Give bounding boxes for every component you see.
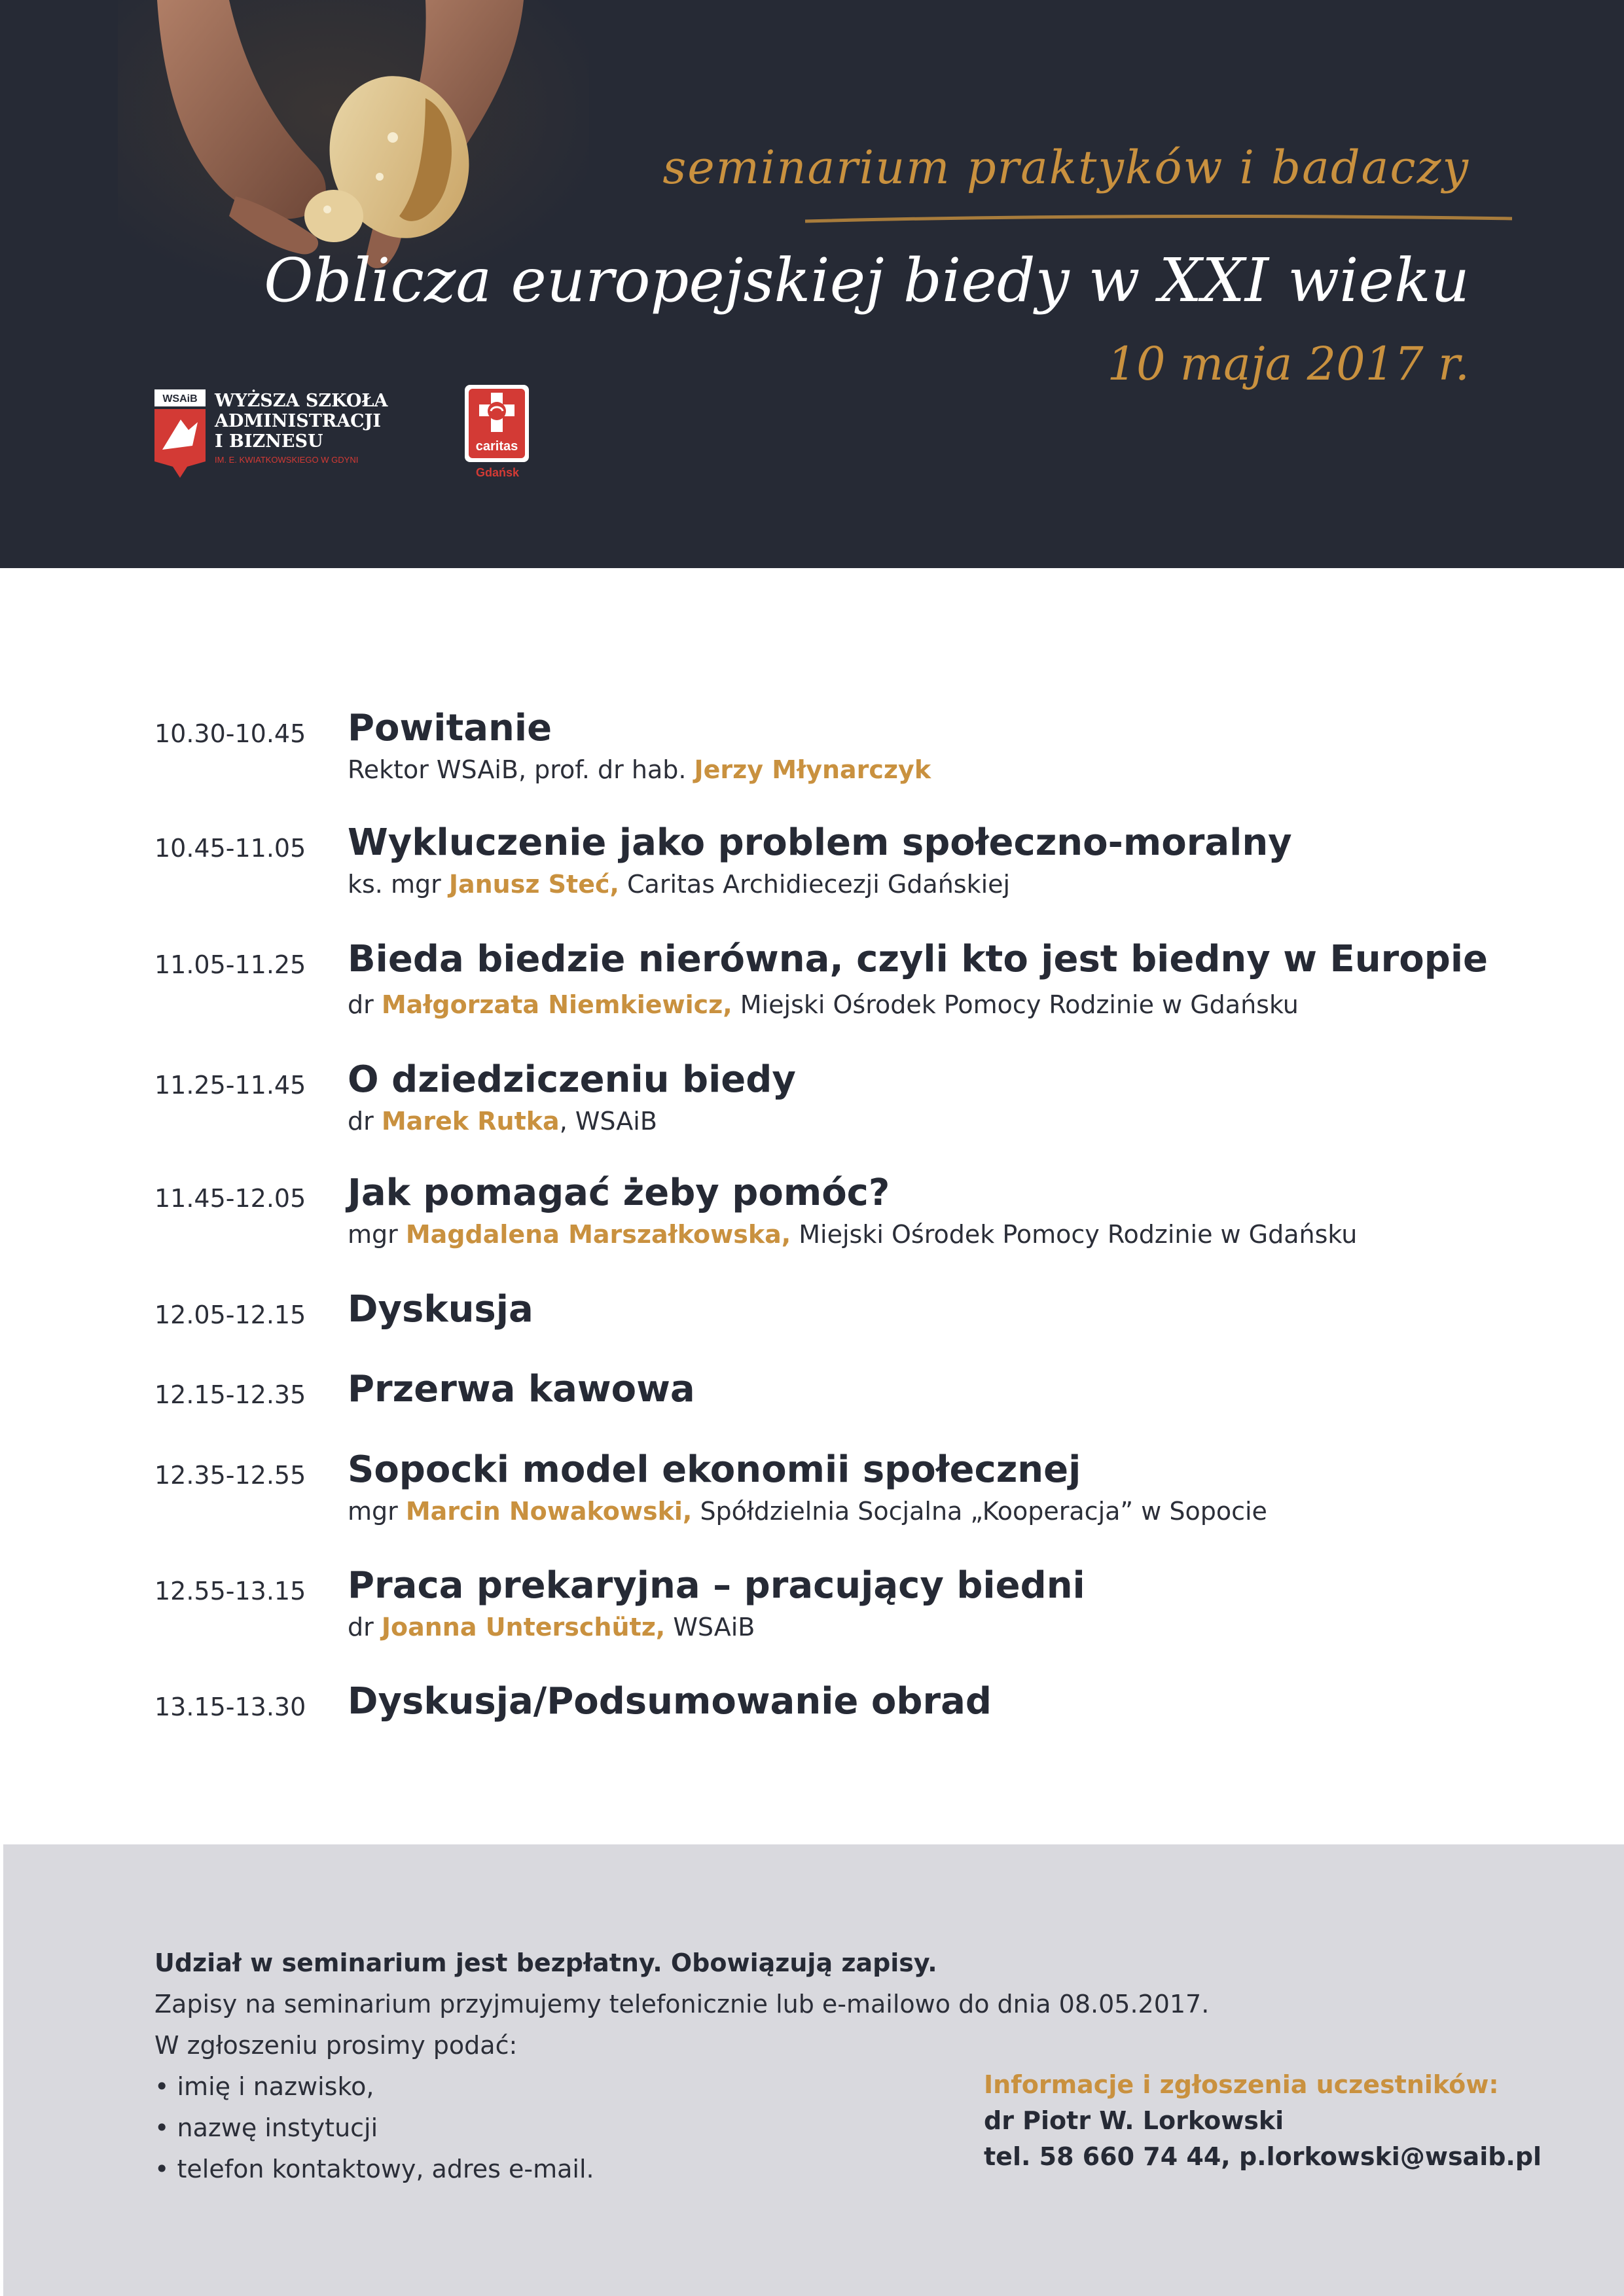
wsaib-badge-text: WSAiB (162, 393, 198, 404)
agenda-speaker: Rektor WSAiB, prof. dr hab. Jerzy Młynarczyk (348, 755, 931, 784)
caritas-logo (463, 385, 532, 483)
agenda-item (154, 935, 1490, 1055)
agenda-time: 12.55-13.15 (154, 1577, 306, 1605)
caritas-wordmark: caritas (475, 439, 518, 454)
agenda-title: Sopocki model ekonomii społecznej (348, 1448, 1081, 1491)
agenda-title: Przerwa kawowa (348, 1368, 695, 1410)
agenda-time: 12.05-12.15 (154, 1300, 306, 1329)
agenda-time: 13.15-13.30 (154, 1693, 306, 1721)
seminar-title: Oblicza europejskiej biedy w XXI wieku (264, 245, 1470, 315)
agenda-time: 12.15-12.35 (154, 1380, 306, 1409)
contact-info (984, 2067, 1542, 2175)
wsaib-patron: IM. E. KWIATKOWSKIEGO W GDYNI (215, 455, 359, 465)
registration-footer (3, 1844, 1624, 2296)
requirement-item: • nazwę instytucji (154, 2113, 378, 2142)
agenda-item (154, 1285, 1490, 1365)
registration-lead: Udział w seminarium jest bezpłatny. Obowiązują zapisy. (154, 1948, 937, 1977)
agenda-item (154, 1445, 1490, 1561)
agenda-item (154, 818, 1490, 935)
agenda-title: Dyskusja (348, 1288, 533, 1331)
requirement-item: • imię i nazwisko, (154, 2072, 374, 2101)
wsaib-emblem-icon (154, 389, 206, 478)
contact-details[interactable]: tel. 58 660 74 44, p.lorkowski@wsaib.pl (984, 2142, 1542, 2171)
agenda-time: 11.45-12.05 (154, 1184, 306, 1213)
agenda-speaker: mgr Marcin Nowakowski, Spółdzielnia Socjalna „Kooperacja” w Sopocie (348, 1497, 1267, 1526)
agenda-time: 10.30-10.45 (154, 719, 306, 748)
registration-deadline: Zapisy na seminarium przyjmujemy telefonicznie lub e-mailowo do dnia 08.05.2017. (154, 1990, 1210, 2018)
agenda-speaker: dr Małgorzata Niemkiewicz, Miejski Ośrodek Pomocy Rodzinie w Gdańsku (348, 990, 1299, 1019)
agenda-title: O dziedziczeniu biedy (348, 1058, 796, 1101)
speaker-name: Marek Rutka (381, 1107, 560, 1136)
agenda-time: 11.05-11.25 (154, 950, 306, 979)
agenda-title: Powitanie (348, 707, 552, 749)
agenda-item (154, 1677, 1490, 1736)
seminar-date: 10 maja 2017 r. (1107, 337, 1470, 391)
speaker-name: Joanna Unterschütz, (381, 1613, 666, 1641)
agenda-item (154, 1055, 1490, 1168)
agenda-speaker: mgr Magdalena Marszałkowska, Miejski Ośrodek Pomocy Rodzinie w Gdańsku (348, 1220, 1358, 1249)
agenda-speaker: ks. mgr Janusz Steć, Caritas Archidiecezji Gdańskiej (348, 870, 1011, 899)
agenda-title: Praca prekaryjna – pracujący biedni (348, 1564, 1085, 1607)
header-banner (0, 0, 1624, 568)
subtitle-underline-stroke (805, 215, 1512, 224)
agenda-speaker: dr Joanna Unterschütz, WSAiB (348, 1613, 755, 1641)
agenda (154, 704, 1490, 1736)
agenda-title: Dyskusja/Podsumowanie obrad (348, 1680, 992, 1723)
speaker-name: Janusz Steć, (448, 870, 619, 899)
agenda-item (154, 1168, 1490, 1285)
agenda-title: Jak pomagać żeby pomóc? (348, 1172, 890, 1214)
requirements-intro: W zgłoszeniu prosimy podać: (154, 2031, 518, 2060)
agenda-title: Wykluczenie jako problem społeczno-moralny (348, 821, 1292, 864)
contact-name: dr Piotr W. Lorkowski (984, 2106, 1284, 2135)
agenda-item (154, 1561, 1490, 1677)
caritas-emblem-icon (465, 385, 529, 462)
agenda-time: 12.35-12.55 (154, 1461, 306, 1490)
contact-heading: Informacje i zgłoszenia uczestników: (984, 2070, 1499, 2099)
speaker-name: Magdalena Marszałkowska, (405, 1220, 791, 1249)
agenda-item (154, 1365, 1490, 1445)
agenda-item (154, 704, 1490, 818)
speaker-name: Marcin Nowakowski, (405, 1497, 693, 1526)
requirement-item: • telefon kontaktowy, adres e-mail. (154, 2155, 594, 2183)
wsaib-logo (154, 389, 390, 478)
wsaib-name: WYŻSZA SZKOŁA ADMINISTRACJI I BIZNESU (215, 391, 388, 452)
speaker-name: Jerzy Młynarczyk (694, 755, 931, 784)
agenda-title: Bieda biedzie nierówna, czyli kto jest biedny w Europie (348, 938, 1488, 980)
agenda-time: 11.25-11.45 (154, 1071, 306, 1100)
agenda-speaker: dr Marek Rutka, WSAiB (348, 1107, 657, 1136)
speaker-name: Małgorzata Niemkiewicz, (381, 990, 732, 1019)
seminar-subtitle: seminarium praktyków i badaczy (662, 141, 1470, 194)
agenda-time: 10.45-11.05 (154, 834, 306, 863)
caritas-city: Gdańsk (475, 466, 520, 479)
